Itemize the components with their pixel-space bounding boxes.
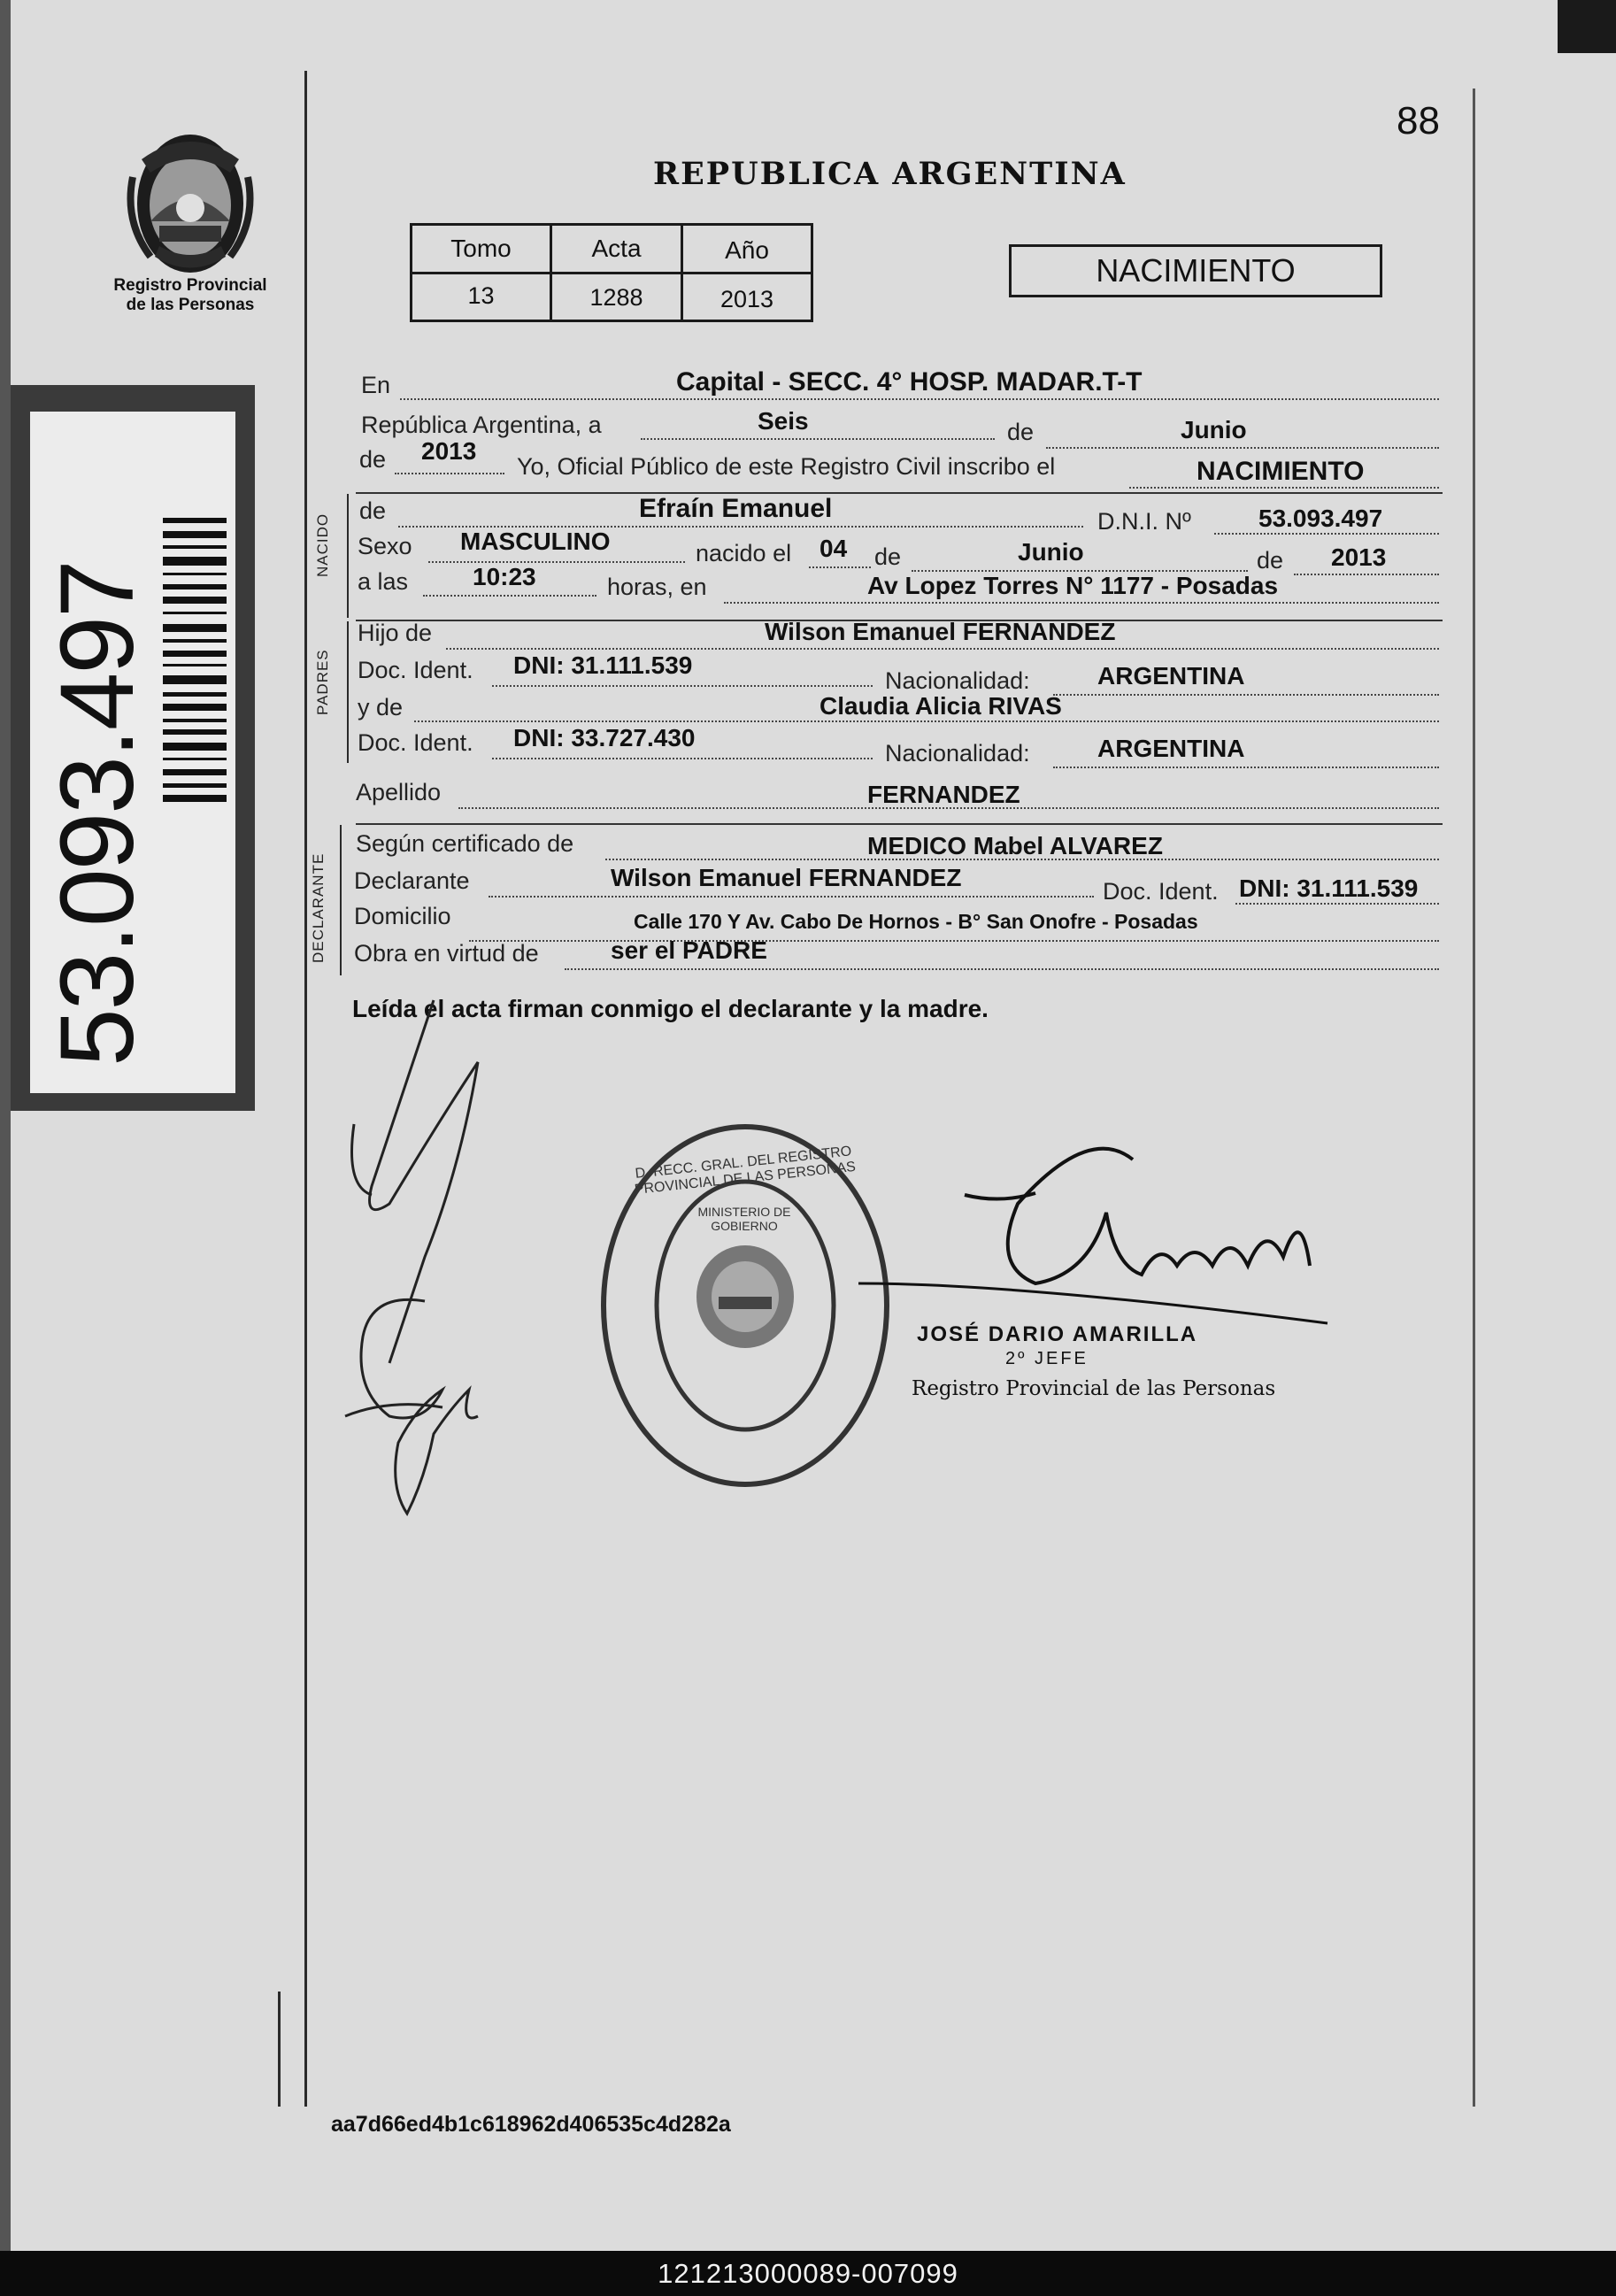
value-hora: 10:23 [473, 563, 536, 590]
dots-declarante [489, 896, 1094, 898]
bracket-padres [347, 621, 349, 763]
label-republica: República Argentina, a [361, 412, 602, 438]
official-rank: 2º JEFE [1005, 1349, 1089, 1368]
dots-madre-nac [1053, 767, 1439, 768]
dots-anio-nac [1294, 574, 1439, 575]
barcode-stripe [163, 557, 227, 566]
value-domicilio: Calle 170 Y Av. Cabo De Hornos - B° San Onofre - Posadas [634, 910, 1198, 933]
value-padre-doc: DNI: 31.111.539 [513, 651, 693, 679]
barcode-stripe [163, 624, 227, 632]
bracket-nacido [347, 494, 349, 618]
label-obra: Obra en virtud de [354, 940, 539, 967]
section-label-declarante: DECLARANTE [310, 852, 327, 963]
value-tipo: NACIMIENTO [1197, 457, 1365, 486]
registry-org [88, 276, 292, 315]
registry-org-line2: de las Personas [126, 296, 255, 314]
barcode-stripe [163, 719, 227, 722]
seal-inner-text: MINISTERIO DE GOBIERNO [697, 1205, 791, 1233]
dots-anio [395, 473, 504, 474]
table-header-anio: Año [725, 236, 769, 264]
signature-official [841, 1133, 1336, 1337]
table-value-acta: 1288 [589, 284, 643, 311]
dots-tipo [1129, 487, 1439, 489]
dots-madre [414, 720, 1439, 722]
left-margin-line [304, 71, 307, 2107]
value-dia-letras: Seis [758, 407, 809, 435]
label-declarante: Declarante [354, 867, 470, 894]
page-number: 88 [1397, 99, 1440, 143]
section-label-padres: PADRES [314, 649, 331, 715]
province-logo [115, 124, 265, 283]
value-anio-nac: 2013 [1331, 543, 1387, 571]
value-mes: Junio [1181, 416, 1247, 443]
dots-en [400, 398, 1439, 400]
barcode-stripe [163, 584, 227, 589]
value-padre-nac: ARGENTINA [1097, 662, 1245, 690]
label-de-1: de [1007, 419, 1035, 445]
value-certificado: MEDICO Mabel ALVAREZ [867, 832, 1163, 859]
value-madre-nac: ARGENTINA [1097, 735, 1245, 762]
dots-mes [1046, 447, 1439, 449]
barcode-stripe [163, 743, 227, 751]
section-line-3 [356, 823, 1443, 825]
value-obra: ser el PADRE [611, 936, 767, 964]
value-anio: 2013 [421, 437, 477, 465]
official-org: Registro Provincial de las Personas [912, 1377, 1276, 1400]
label-segun: Según certificado de [356, 830, 574, 857]
barcode-stripe [163, 518, 227, 523]
dots-dia-nac [809, 566, 871, 568]
signature-madre [336, 1283, 496, 1531]
dots-dia [641, 438, 995, 440]
barcode-stripe [163, 769, 227, 775]
label-de-3: de [359, 497, 387, 524]
table-value-tomo: 13 [467, 282, 495, 309]
value-apellido: FERNANDEZ [867, 781, 1020, 808]
footer-code: 121213000089-007099 [0, 2251, 1616, 2296]
barcode-stripe [163, 758, 227, 760]
left-margin-line-lower [278, 1992, 281, 2107]
barcode-sticker [11, 385, 255, 1111]
barcode-stripe [163, 612, 227, 614]
barcode-stripe [163, 664, 227, 666]
dots-dni [1214, 533, 1439, 535]
bracket-declarante [340, 825, 342, 975]
table-value-anio: 2013 [720, 286, 774, 312]
table-header-tomo: Tomo [450, 235, 512, 262]
value-madre-doc: DNI: 33.727.430 [513, 724, 696, 751]
official-name: JOSÉ DARIO AMARILLA [917, 1322, 1198, 1346]
barcode-stripe [163, 795, 227, 802]
barcode-stripe [163, 704, 227, 711]
barcode-stripe [163, 729, 227, 735]
barcode-stripe [163, 573, 227, 575]
label-y-de: y de [358, 694, 404, 720]
label-doc-ident-1: Doc. Ident. [358, 657, 473, 683]
right-margin-line [1473, 89, 1475, 2107]
barcode-inner [30, 412, 235, 1093]
dots-hora [423, 595, 596, 597]
dots-sexo [428, 561, 685, 563]
label-de-4: de [874, 543, 902, 570]
barcode-stripe [163, 639, 227, 643]
label-de-2: de [359, 446, 387, 473]
scan-edge-dark [1558, 0, 1616, 53]
document-title: REPUBLICA ARGENTINA [653, 156, 1127, 192]
table-header-acta: Acta [591, 235, 642, 262]
registry-org-line1: Registro Provincial [113, 276, 267, 295]
document-type-box: NACIMIENTO [1009, 244, 1382, 297]
value-dni: 53.093.497 [1258, 505, 1383, 532]
label-horas-en: horas, en [607, 574, 707, 600]
label-yo: Yo, Oficial Público de este Registro Civil inscribo el [517, 453, 1056, 480]
dots-lugar-nac [724, 602, 1439, 604]
label-dni: D.N.I. Nº [1097, 508, 1191, 535]
label-en: En [361, 372, 391, 398]
barcode-stripe [163, 675, 227, 684]
barcode-stripe [163, 597, 227, 604]
dots-padre [446, 648, 1439, 650]
closing-statement: Leída el acta firman conmigo el declarante y la madre. [352, 995, 989, 1022]
value-lugar-nac: Av Lopez Torres N° 1177 - Posadas [867, 572, 1279, 599]
section-line-1 [356, 492, 1443, 494]
label-nacido-el: nacido el [696, 540, 792, 566]
dots-padre-nac [1053, 694, 1439, 696]
dots-madre-doc [492, 758, 873, 759]
barcode-stripe [163, 651, 227, 657]
registry-table [410, 223, 813, 322]
label-doc-ident-2: Doc. Ident. [358, 729, 473, 756]
label-domicilio: Domicilio [354, 903, 451, 929]
value-madre: Claudia Alicia RIVAS [820, 692, 1062, 720]
label-hijo-de: Hijo de [358, 620, 433, 646]
label-a-las: a las [358, 568, 409, 595]
dots-obra [565, 968, 1439, 970]
value-nombre: Efraín Emanuel [639, 494, 833, 523]
barcode-stripe [163, 783, 227, 788]
barcode-number: 53.093.497 [39, 561, 156, 1067]
barcode-stripe [163, 531, 227, 538]
value-declarante-doc: DNI: 31.111.539 [1239, 874, 1419, 902]
label-de-5: de [1257, 547, 1284, 574]
document-hash: aa7d66ed4b1c618962d406535c4d282a [331, 2112, 731, 2137]
dots-padre-doc [492, 685, 873, 687]
value-dia: 04 [820, 535, 848, 562]
value-sexo: MASCULINO [460, 528, 611, 555]
value-mes-nac: Junio [1018, 538, 1084, 566]
dots-declarante-doc [1235, 903, 1439, 905]
scan-edge-left [0, 0, 11, 2251]
label-nacionalidad-2: Nacionalidad: [885, 740, 1030, 767]
barcode-stripe [163, 545, 227, 549]
label-apellido: Apellido [356, 779, 442, 805]
value-declarante: Wilson Emanuel FERNANDEZ [611, 864, 962, 891]
label-sexo: Sexo [358, 533, 412, 559]
section-label-nacido: NACIDO [314, 512, 331, 577]
barcode-bars [163, 518, 227, 996]
value-lugar: Capital - SECC. 4° HOSP. MADAR.T-T [676, 367, 1143, 397]
seal-outer-text: D. RECC. GRAL. DEL REGISTRO PROVINCIAL DE LAS PERSONAS [634, 1144, 857, 1198]
label-nacionalidad-1: Nacionalidad: [885, 667, 1030, 694]
value-padre: Wilson Emanuel FERNANDEZ [765, 618, 1116, 645]
barcode-stripe [163, 692, 227, 697]
label-doc-ident-3: Doc. Ident. [1103, 878, 1219, 905]
